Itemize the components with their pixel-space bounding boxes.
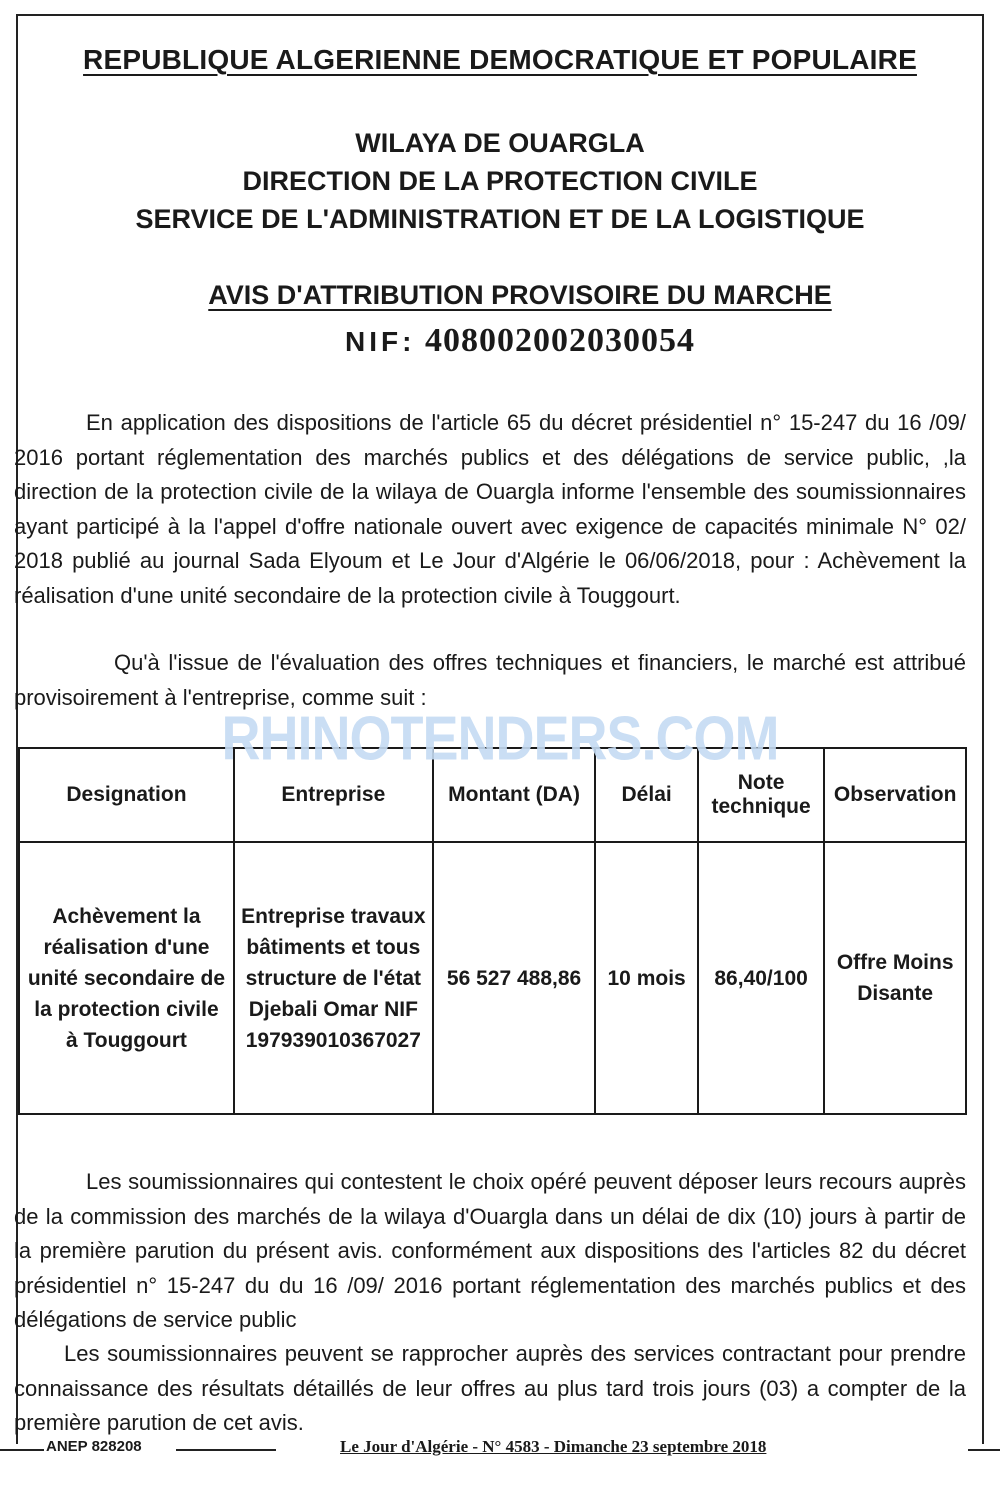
cell-designation: Achèvement la réalisation d'une unité secondaire de la protection civile à Touggourt xyxy=(19,842,234,1114)
avis-title: AVIS D'ATTRIBUTION PROVISOIRE DU MARCHE xyxy=(208,280,832,310)
paragraph-resultats xyxy=(14,1337,966,1441)
paragraph-application xyxy=(14,406,966,613)
col-montant-header: Montant (DA) xyxy=(433,748,596,842)
paragraph-application-text: En application des dispositions de l'article 65 du décret présidentiel n° 15-247 du 16 /09/ 2016 portant réglementation des marchés publics et des délégations de service public, ,la direction de la protection civile de la wilaya de Ouargla informe l'ensemble des soumissionnaires ayant participé à la l'appel d'offre nationale ouvert avec exigence de capacités minimale N° 02/ 2018 publié au journal Sada Elyoum et Le Jour d'Algérie le 06/06/2018, pour : Achèvement la réalisation d'une unité secondaire de la protection civile à Touggourt. xyxy=(14,410,966,608)
cell-delai: 10 mois xyxy=(595,842,697,1114)
table-row xyxy=(19,842,966,1114)
footer-rule-middle xyxy=(176,1449,276,1451)
col-designation-header: Designation xyxy=(19,748,234,842)
service-heading: SERVICE DE L'ADMINISTRATION ET DE LA LOGISTIQUE xyxy=(135,204,865,234)
table-header-row xyxy=(19,748,966,842)
frame-top-border xyxy=(16,14,984,16)
col-note-header: Note technique xyxy=(698,748,825,842)
nif-line xyxy=(20,322,1000,360)
cell-entreprise: Entreprise travaux bâtiments et tous structure de l'état Djebali Omar NIF 197939010367027 xyxy=(234,842,433,1114)
nif-value: 408002002030054 xyxy=(424,322,695,359)
paragraph-evaluation-text: Qu'à l'issue de l'évaluation des offres techniques et financiers, le marché est attribué provisoirement à l'entreprise, comme suit : xyxy=(14,650,966,710)
paragraph-recours-text: Les soumissionnaires qui contestent le choix opéré peuvent déposer leurs recours auprès de la commission des marchés de la wilaya d'Ouargla dans un délai de dix (10) jours à partir de la première parution du présent avis. conformément aux dispositions des l'articles 82 du décret présidentiel n° 15-247 du du 16 /09/ 2016 portant réglementation des marchés publics et des délégations de service public xyxy=(14,1169,966,1332)
footer-rule-right xyxy=(968,1449,1000,1451)
col-entreprise-header: Entreprise xyxy=(234,748,433,842)
paragraph-resultats-text: Les soumissionnaires peuvent se rapprocher auprès des services contractant pour prendre connaissance des résultats détaillés de leur offres au plus tard trois jours (03) a compter de la première parution de cet avis. xyxy=(14,1341,966,1435)
footer xyxy=(0,1436,1000,1466)
direction-heading: DIRECTION DE LA PROTECTION CIVILE xyxy=(242,166,758,196)
cell-note: 86,40/100 xyxy=(698,842,825,1114)
footer-rule-left xyxy=(0,1449,44,1451)
wilaya-heading: WILAYA DE OUARGLA xyxy=(355,128,645,158)
award-table xyxy=(18,747,967,1115)
col-observation-header: Observation xyxy=(824,748,966,842)
paragraph-recours xyxy=(14,1165,966,1338)
nif-label: NIF: xyxy=(345,326,416,357)
paragraph-evaluation xyxy=(14,646,966,715)
cell-montant: 56 527 488,86 xyxy=(433,842,596,1114)
republic-heading: REPUBLIQUE ALGERIENNE DEMOCRATIQUE ET POPULAIRE xyxy=(83,44,917,75)
watermark: RHINOTENDERS.COM xyxy=(221,704,779,774)
col-delai-header: Délai xyxy=(595,748,697,842)
cell-observation: Offre Moins Disante xyxy=(824,842,966,1114)
anep-reference: ANEP 828208 xyxy=(46,1438,142,1455)
journal-reference: Le Jour d'Algérie - N° 4583 - Dimanche 23 septembre 2018 xyxy=(340,1437,767,1456)
